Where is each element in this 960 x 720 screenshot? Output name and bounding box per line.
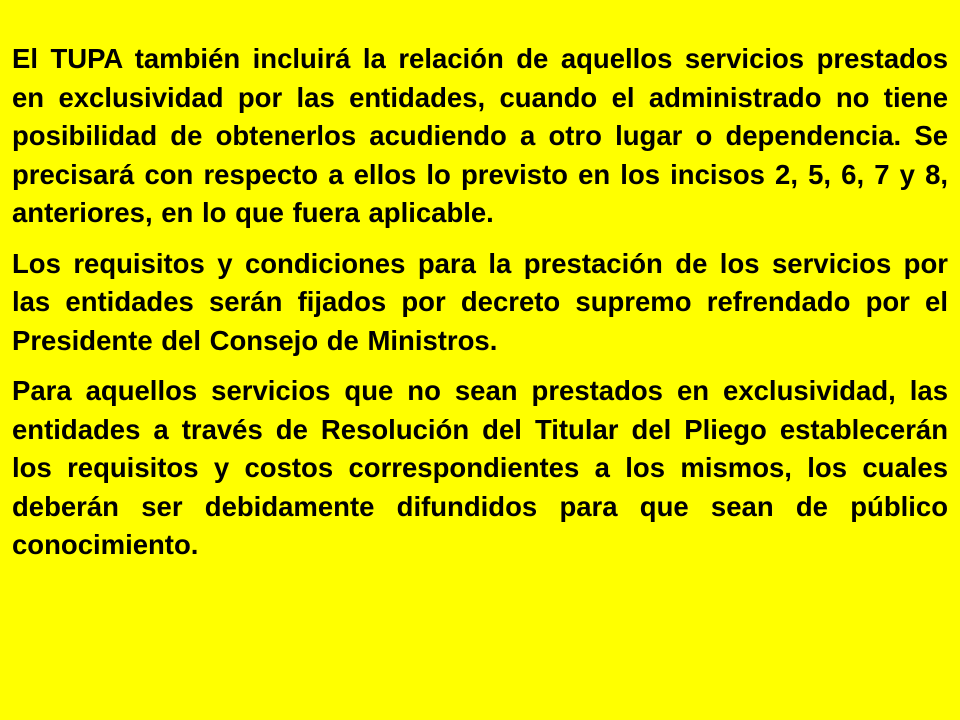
paragraph-1: El TUPA también incluirá la relación de aquellos servicios prestados en exclusividad por las entidades, cuando el administrado no tiene posibilidad de obtenerlos acudiendo a otro lugar o dependencia. Se precisará con respecto a ellos lo previsto en los incisos 2, 5, 6, 7 y 8, anteriores, en lo que fuera aplicable.: [12, 43, 948, 228]
paragraph-2: Los requisitos y condiciones para la prestación de los servicios por las entidades serán fijados por decreto supremo refrendado por el Presidente del Consejo de Ministros.: [12, 247, 948, 356]
paragraph-3: Para aquellos servicios que no sean prestados en exclusividad, las entidades a través de Resolución del Titular del Pliego establecerán los requisitos y costos correspondientes a los mismos, los cuales deberán ser debidamente difundidos para que sean de público conocimiento.: [12, 375, 948, 560]
